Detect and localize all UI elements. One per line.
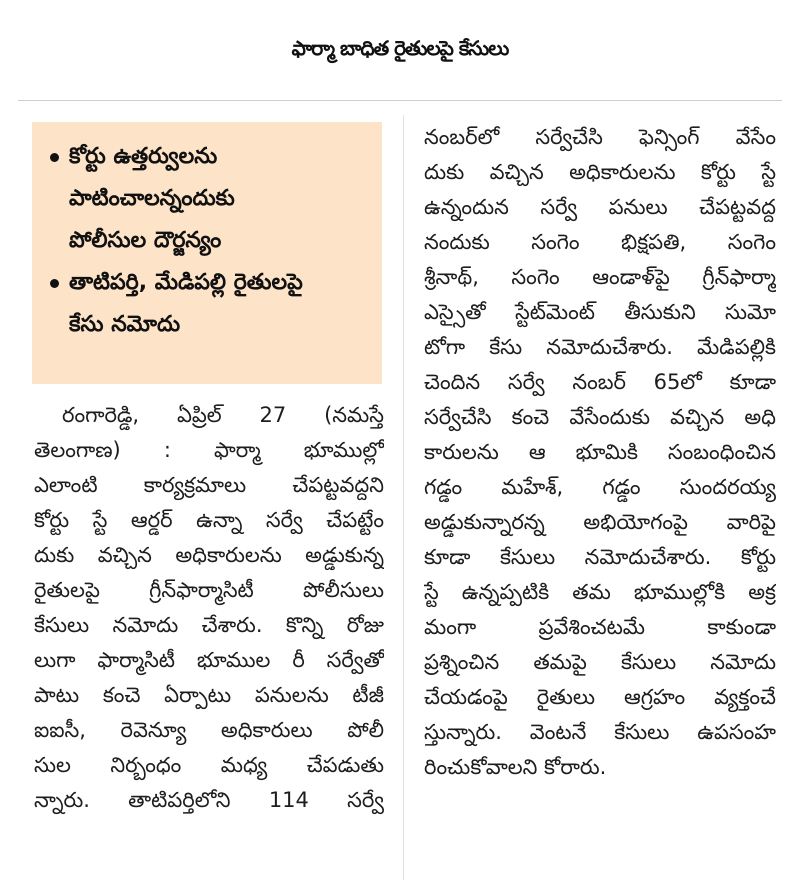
highlights-box (32, 122, 382, 384)
article-line: దుకు వచ్చిన అధికారులను కోర్టు స్టే (424, 160, 776, 184)
article-line: గడ్డం మహేశ్, గడ్డం సుందరయ్య (424, 475, 776, 499)
article-column-right (424, 120, 776, 785)
article-line: నందుకు సంగెం భిక్షపతి, సంగెం (424, 230, 776, 254)
article-line: ప్రశ్నించిన తమపై కేసులు నమోదు (424, 650, 776, 674)
highlight-text (69, 262, 368, 346)
article-line: దుకు వచ్చిన అధికారులను అడ్డుకున్న (34, 543, 384, 567)
highlight-line: కేసు నమోదు (69, 312, 181, 337)
article-line: స్తున్నారు. వెంటనే కేసులు ఉపసంహ (424, 720, 776, 744)
article-line: పాటు కంచె ఏర్పాటు పనులను టీజీ (34, 683, 384, 707)
highlight-bullet (50, 136, 368, 262)
highlight-line: పాటించాలన్నందుకు (69, 186, 235, 211)
article-line: రించుకోవాలని కోరారు. (424, 755, 607, 779)
article-line: కారులను ఆ భూమికి సంబంధించిన (424, 440, 776, 464)
article-line: రంగారెడ్డి, ఏప్రిల్ 27 (నమస్తే (62, 403, 384, 427)
article-line: నంబర్‌లో సర్వేచేసి ఫెన్సింగ్ వేసేం (424, 125, 776, 149)
highlight-line: పోలీసుల దౌర్జన్యం (69, 228, 222, 253)
article-line: శ్రీనాథ్, సంగెం ఆండాళ్‌పై గ్రీన్‌ఫార్మా (424, 265, 776, 289)
headline-rule (18, 100, 782, 101)
highlight-text (69, 136, 368, 262)
headline: ఫార్మా బాధిత రైతులపై కేసులు (291, 35, 509, 60)
article-line: ఐఐసీ, రెవెన్యూ అధికారులు పోలీ (34, 718, 384, 742)
article-line: కూడా కేసులు నమోదుచేశారు. కోర్టు (424, 545, 776, 569)
article-line: ఉన్నందున సర్వే పనులు చేపట్టవద్ద (424, 195, 776, 219)
article-line: మంగా ప్రవేశించటమే కాకుండా (424, 615, 776, 639)
article-line: సుల నిర్బంధం మధ్య చేపడుతు (34, 753, 384, 777)
highlight-line: తాటిపర్తి, మేడిపల్లి రైతులపై (69, 270, 303, 295)
bullet-dot (50, 153, 59, 162)
article-line: తెలంగాణ) : ఫార్మా భూముల్లో (34, 438, 384, 462)
article-line: స్టే ఉన్నప్పటికి తమ భూముల్లోకి అక్ర (424, 580, 776, 604)
article-line: అడ్డుకున్నారన్న అభియోగంపై వారిపై (424, 510, 776, 534)
article-line: కేసులు నమోదు చేశారు. కొన్ని రోజు (34, 613, 384, 637)
highlight-bullet (50, 262, 368, 346)
column-divider (403, 115, 404, 880)
article-line: న్నారు. తాటిపర్తిలోని 114 సర్వే (34, 788, 384, 812)
highlight-line: కోర్టు ఉత్తర్వులను (69, 144, 218, 169)
article-line: ఎలాంటి కార్యక్రమాలు చేపట్టవద్దని (34, 473, 384, 497)
article-line: టోగా కేసు నమోదుచేశారు. మేడిపల్లికి (424, 335, 776, 359)
article-line: కోర్టు స్టే ఆర్డర్ ఉన్నా సర్వే చేపట్టేం (34, 508, 384, 532)
article-line: లుగా ఫార్మాసిటీ భూముల రీ సర్వేతో (34, 648, 384, 672)
article-line: ఎస్సైతో స్టేట్‌మెంట్ తీసుకుని సుమో (424, 300, 776, 324)
article-line: చెందిన సర్వే నంబర్ 65లో కూడా (424, 370, 776, 394)
article-line: సర్వేచేసి కంచె వేసేందుకు వచ్చిన అధి (424, 405, 776, 429)
bullet-dot (50, 279, 59, 288)
article-column-left (34, 398, 384, 818)
article-line: చేయడంపై రైతులు ఆగ్రహం వ్యక్తంచే (424, 685, 776, 709)
article-line: రైతులపై గ్రీన్‌ఫార్మాసిటీ పోలీసులు (34, 578, 384, 602)
